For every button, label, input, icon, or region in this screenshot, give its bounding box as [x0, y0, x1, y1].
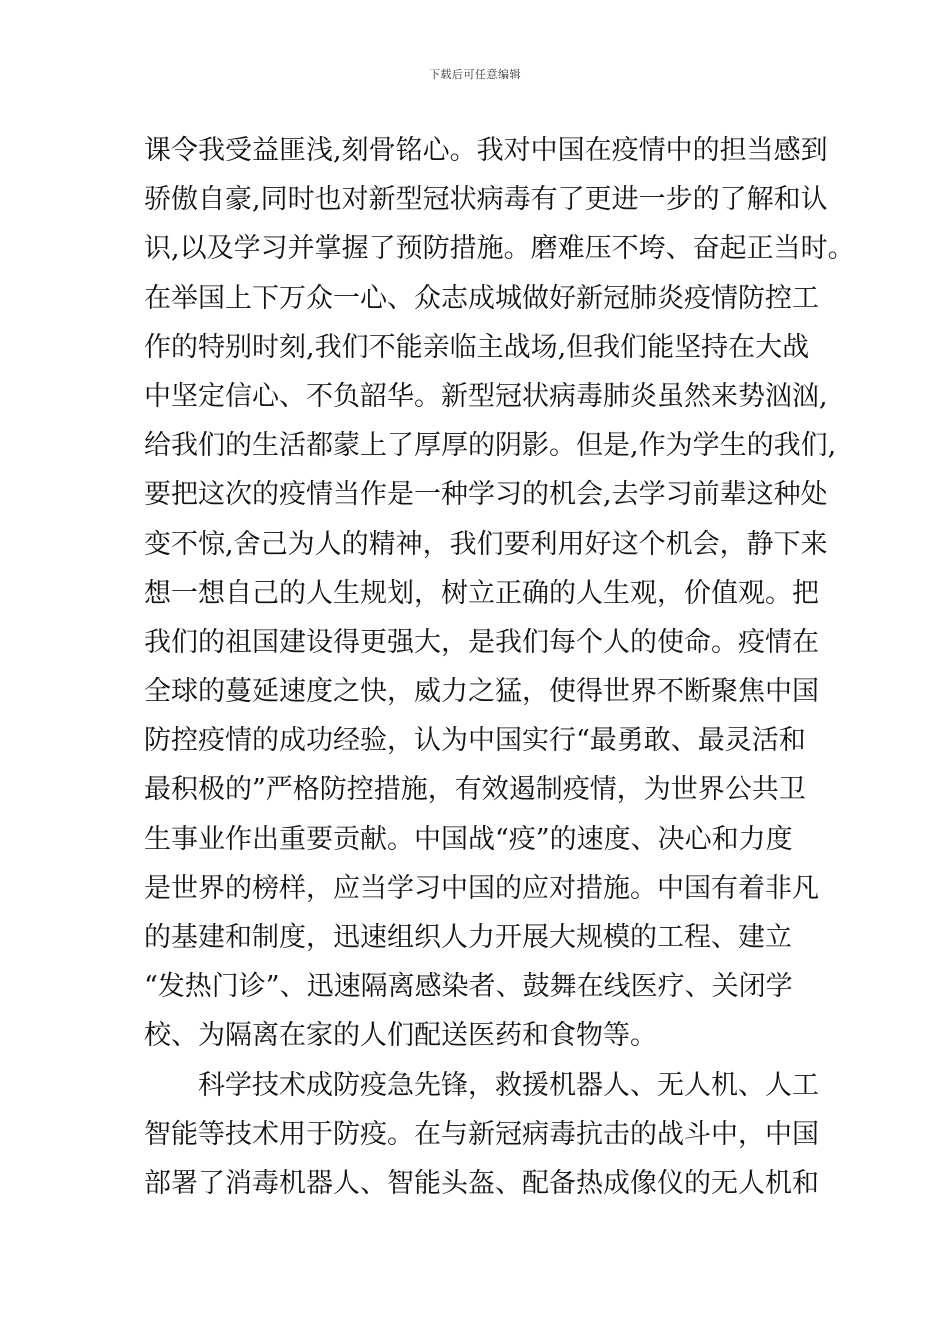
text-line: 智能等技术用于防疫。在与新冠病毒抗击的战斗中，中国 [144, 1118, 819, 1150]
text-line: 识,以及学习并掌握了预防措施。磨难压不垮、奋起正当时。 [144, 233, 855, 265]
page-header: 下载后可任意编辑 [429, 68, 521, 81]
text-line: 最积极的”严格防控措施，有效遏制疫情，为世界公共卫 [144, 774, 806, 806]
text-line: 部署了消毒机器人、智能头盔、配备热成像仪的无人机和 [144, 1167, 819, 1199]
text-line: “发热门诊”、迅速隔离感染者、鼓舞在线医疗、关闭学 [144, 971, 793, 1003]
text-line: 生事业作出重要贡献。中国战“疫”的速度、决心和力度 [144, 823, 793, 855]
text-line: 我们的祖国建设得更强大，是我们每个人的使命。疫情在 [144, 626, 819, 658]
text-line: 在举国上下万众一心、众志成城做好新冠肺炎疫情防控工 [144, 282, 819, 314]
text-line: 校、为隔离在家的人们配送医药和食物等。 [144, 1020, 657, 1052]
text-line: 想一想自己的人生规划，树立正确的人生观，价值观。把 [144, 577, 819, 609]
text-line: 全球的蔓延速度之快，威力之猛，使得世界不断聚焦中国 [144, 676, 819, 708]
text-line: 是世界的榜样，应当学习中国的应对措施。中国有着非凡 [144, 872, 819, 904]
body-text [144, 126, 855, 1208]
text-line: 中坚定信心、不负韶华。新型冠状病毒肺炎虽然来势汹汹, [144, 380, 828, 412]
text-line: 课令我受益匪浅,刻骨铭心。我对中国在疫情中的担当感到 [144, 135, 828, 166]
paragraph-first-line: 科学技术成防疫急先锋，救援机器人、无人机、人工 [198, 1069, 819, 1101]
text-line: 变不惊,舍己为人的精神，我们要利用好这个机会，静下来 [144, 528, 828, 560]
text-line: 的基建和制度，迅速组织人力开展大规模的工程、建立 [144, 922, 792, 953]
text-line: 作的特别时刻,我们不能亲临主战场,但我们能坚持在大战 [144, 331, 810, 363]
text-line: 给我们的生活都蒙上了厚厚的阴影。但是,作为学生的我们, [144, 430, 837, 462]
text-line: 要把这次的疫情当作是一种学习的机会,去学习前辈这种处 [144, 479, 828, 511]
text-line: 骄傲自豪,同时也对新型冠状病毒有了更进一步的了解和认 [144, 184, 828, 216]
text-line: 防控疫情的成功经验，认为中国实行“最勇敢、最灵活和 [144, 725, 806, 757]
